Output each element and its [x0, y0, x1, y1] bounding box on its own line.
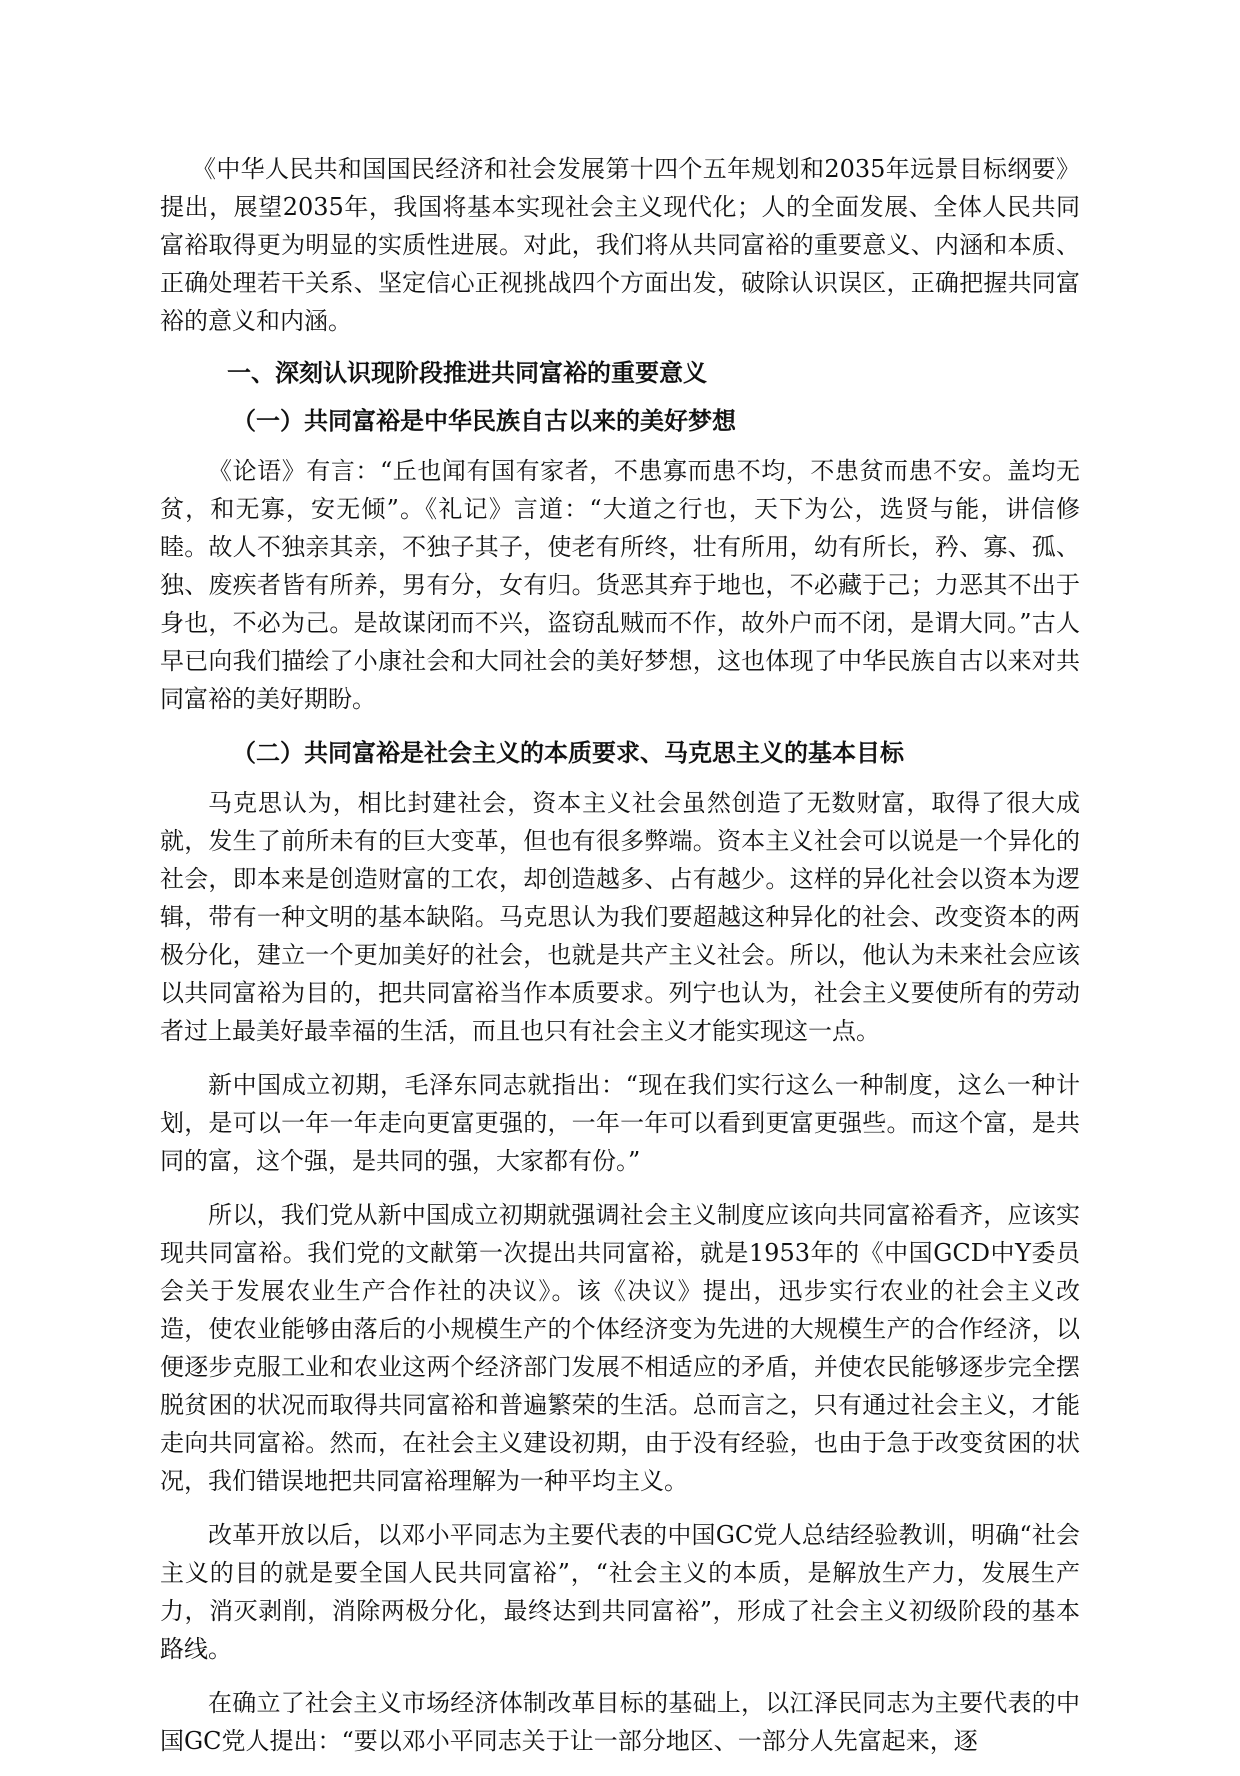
document-page: [160, 150, 1080, 1776]
paragraph-reform-opening: 改革开放以后，以邓小平同志为主要代表的中国GC党人总结经验教训，明确“社会主义的目的就是要全国人民共同富裕”，“社会主义的本质，是解放生产力，发展生产力，消灭剥削，消除两极分化，最终达到共同富裕”，形成了社会主义初级阶段的基本路线。: [160, 1521, 1080, 1663]
paragraph-1953-resolution: 所以，我们党从新中国成立初期就强调社会主义制度应该向共同富裕看齐，应该实现共同富裕。我们党的文献第一次提出共同富裕，就是1953年的《中国GCD中Y委员会关于发展农业生产合作社的决议》。该《决议》提出，迅步实行农业的社会主义改造，使农业能够由落后的小规模生产的个体经济变为先进的大规模生产的合作经济，以便逐步克服工业和农业这两个经济部门发展不相适应的矛盾，并使农民能够逐步完全摆脱贫困的状况而取得共同富裕和普遍繁荣的生活。总而言之，只有通过社会主义，才能走向共同富裕。然而，在社会主义建设初期，由于没有经验，也由于急于改变贫困的状况，我们错误地把共同富裕理解为一种平均主义。: [160, 1201, 1080, 1495]
paragraph-marx: 马克思认为，相比封建社会，资本主义社会虽然创造了无数财富，取得了很大成就，发生了前所未有的巨大变革，但也有很多弊端。资本主义社会可以说是一个异化的社会，即本来是创造财富的工农，却创造越多、占有越少。这样的异化社会以资本为逻辑，带有一种文明的基本缺陷。马克思认为我们要超越这种异化的社会、改变资本的两极分化，建立一个更加美好的社会，也就是共产主义社会。所以，他认为未来社会应该以共同富裕为目的，把共同富裕当作本质要求。列宁也认为，社会主义要使所有的劳动者过上最美好最幸福的生活，而且也只有社会主义才能实现这一点。: [160, 789, 1080, 1045]
paragraph-lunyu-liji: 《论语》有言：“丘也闻有国有家者，不患寡而患不均，不患贫而患不安。盖均无贫，和无寡，安无倾”。《礼记》言道：“大道之行也，天下为公，选贤与能，讲信修睦。故人不独亲其亲，不独子其子，使老有所终，壮有所用，幼有所长，矜、寡、孤、独、废疾者皆有所养，男有分，女有归。货恶其弃于地也，不必藏于己；力恶其不出于身也，不必为己。是故谋闭而不兴，盗窃乱贼而不作，故外户而不闭，是谓大同。”古人早已向我们描绘了小康社会和大同社会的美好梦想，这也体现了中华民族自古以来对共同富裕的美好期盼。: [160, 457, 1080, 713]
paragraph-market-economy: 在确立了社会主义市场经济体制改革目标的基础上，以江泽民同志为主要代表的中国GC党人提出：“要以邓小平同志关于让一部分地区、一部分人先富起来，逐: [160, 1689, 1080, 1755]
subsection-heading-1: （一）共同富裕是中华民族自古以来的美好梦想: [232, 407, 736, 435]
paragraph-mao: 新中国成立初期，毛泽东同志就指出：“现在我们实行这么一种制度，这么一种计划，是可以一年一年走向更富更强的，一年一年可以看到更富更强些。而这个富，是共同的富，这个强，是共同的强，大家都有份。”: [160, 1071, 1080, 1175]
intro-paragraph: 《中华人民共和国国民经济和社会发展第十四个五年规划和2035年远景目标纲要》提出，展望2035年，我国将基本实现社会主义现代化；人的全面发展、全体人民共同富裕取得更为明显的实质性进展。对此，我们将从共同富裕的重要意义、内涵和本质、正确处理若干关系、坚定信心正视挑战四个方面出发，破除认识误区，正确把握共同富裕的意义和内涵。: [160, 155, 1080, 335]
section-heading-1: 一、深刻认识现阶段推进共同富裕的重要意义: [227, 359, 707, 387]
subsection-heading-2: （二）共同富裕是社会主义的本质要求、马克思主义的基本目标: [232, 739, 904, 767]
